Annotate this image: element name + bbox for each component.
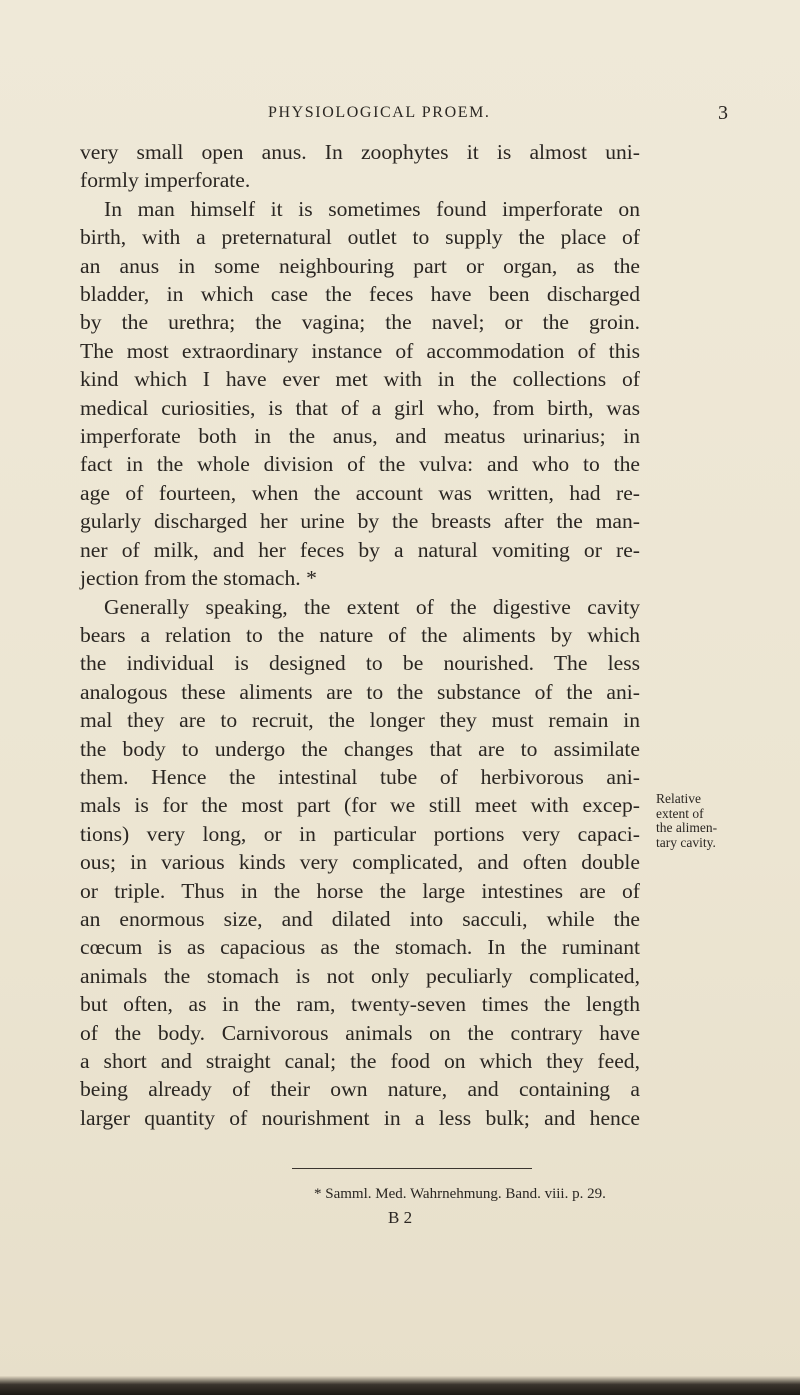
text-line: ner of milk, and her feces by a natural vomiting or re-: [80, 537, 640, 562]
page-bottom-edge: [0, 1376, 800, 1395]
text-line: a short and straight canal; the food on which they feed,: [80, 1049, 640, 1073]
margin-note: [656, 792, 768, 850]
text-line: fact in the whole division of the vulva: and who to the: [80, 452, 640, 477]
text-line: being already of their own nature, and containing a: [80, 1077, 640, 1102]
text-line: cœcum is as capacious as the stomach. In the ruminant: [80, 935, 640, 960]
text-line: the body to undergo the changes that are to assimilate: [80, 736, 640, 761]
body-text: [80, 138, 640, 1132]
margin-note-line: extent of: [656, 805, 704, 821]
text-line: The most extraordinary instance of accommodation of this: [80, 338, 640, 363]
text-line: animals the stomach is not only peculiarly complicated,: [80, 963, 640, 988]
text-line: ous; in various kinds very complicated, and often double: [80, 850, 640, 875]
text-line: jection from the stomach. *: [80, 566, 317, 591]
text-line: mal they are to recruit, the longer they must remain in: [80, 708, 640, 733]
text-line: In man himself it is sometimes found imperforate on: [104, 196, 640, 221]
signature-mark: B 2: [388, 1208, 413, 1227]
text-line: very small open anus. In zoophytes it is almost uni-: [80, 140, 640, 164]
text-line: or triple. Thus in the horse the large intestines are of: [80, 878, 640, 903]
footnote: * Samml. Med. Wahrnehmung. Band. viii. p. 29.: [314, 1186, 606, 1202]
running-head: [0, 104, 800, 128]
text-line: an anus in some neighbouring part or organ, as the: [80, 253, 640, 278]
text-line: bears a relation to the nature of the aliments by which: [80, 622, 640, 647]
text-line: kind which I have ever met with in the collections of: [80, 367, 640, 392]
text-line: them. Hence the intestinal tube of herbivorous ani-: [80, 764, 640, 789]
text-line: age of fourteen, when the account was written, had re-: [80, 480, 640, 505]
text-line: formly imperforate.: [80, 168, 251, 193]
text-line: birth, with a preternatural outlet to supply the place of: [80, 225, 640, 250]
text-line: by the urethra; the vagina; the navel; or the groin.: [80, 310, 640, 335]
margin-note-line: Relative: [656, 791, 701, 806]
margin-note-line: tary cavity.: [656, 834, 716, 850]
text-line: imperforate both in the anus, and meatus urinarius; in: [80, 424, 640, 449]
text-line: the individual is designed to be nourished. The less: [80, 651, 640, 676]
text-line: but often, as in the ram, twenty-seven times the length: [80, 992, 640, 1017]
text-line: Generally speaking, the extent of the digestive cavity: [104, 594, 640, 619]
text-line: analogous these aliments are to the substance of the ani-: [80, 679, 640, 704]
text-line: an enormous size, and dilated into sacculi, while the: [80, 906, 640, 931]
text-line: larger quantity of nourishment in a less bulk; and hence: [80, 1105, 640, 1130]
page-number: 3: [718, 102, 728, 124]
text-line: gularly discharged her urine by the breasts after the man-: [80, 509, 640, 534]
footnote-rule: [292, 1168, 532, 1169]
text-line: mals is for the most part (for we still meet with excep-: [80, 793, 640, 818]
text-line: of the body. Carnivorous animals on the contrary have: [80, 1020, 640, 1045]
text-line: bladder, in which case the feces have been discharged: [80, 282, 640, 307]
text-line: medical curiosities, is that of a girl who, from birth, was: [80, 395, 640, 420]
running-title: PHYSIOLOGICAL PROEM.: [268, 104, 491, 121]
margin-note-line: the alimen-: [656, 820, 718, 835]
text-line: tions) very long, or in particular portions very capaci-: [80, 821, 640, 846]
